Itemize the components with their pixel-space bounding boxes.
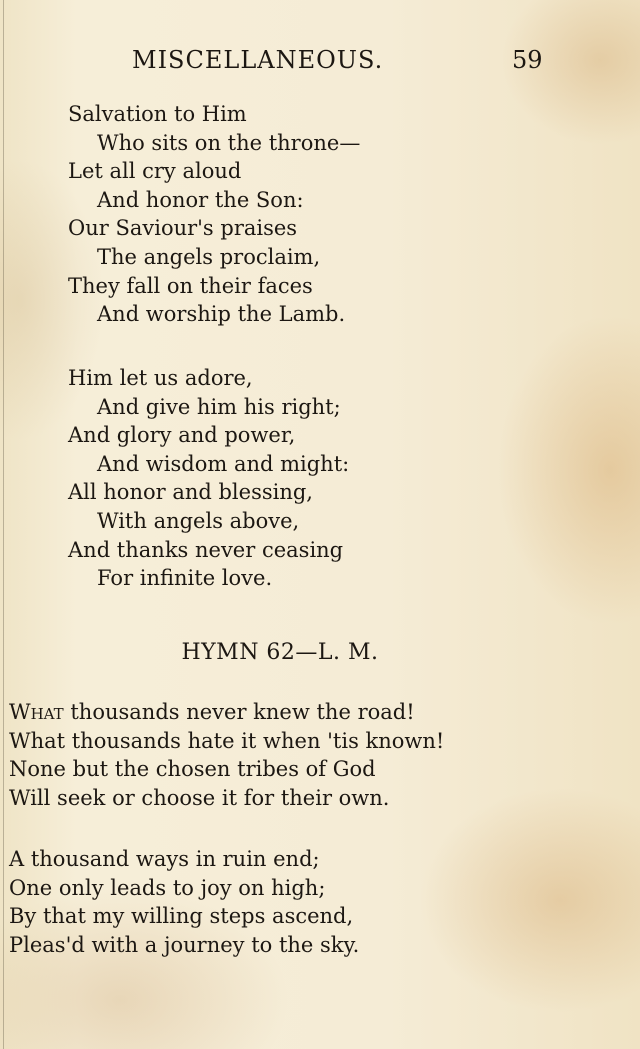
page-header [0,42,640,78]
verse-line: And give him his right; [97,394,341,419]
initial-word: What [9,700,64,724]
stanza-1 [0,100,640,329]
hymn-stanza-2 [0,845,640,959]
verse-line: And thanks never ceasing [68,537,344,562]
verse-line: And honor the Son: [97,187,304,212]
verse-line: None but the chosen tribes of God [9,757,376,782]
running-head: MISCELLANEOUS. [132,46,384,74]
verse-line: They fall on their faces [68,273,313,298]
hymn-stanza-1 [0,698,640,812]
verse-line: Pleas'd with a journey to the sky. [9,932,360,957]
verse-line: And wisdom and might: [97,451,350,476]
verse-line: All honor and blessing, [68,480,313,505]
verse-line: Will seek or choose it for their own. [9,785,390,810]
verse-line [0,698,640,727]
verse-line: With angels above, [97,508,300,533]
verse-line: What thousands hate it when 'tis known! [9,728,445,753]
verse-line: One only leads to joy on high; [9,875,326,900]
stanza-2 [0,364,640,593]
verse-line: And worship the Lamb. [97,302,346,327]
verse-line: The angels proclaim, [97,244,321,269]
verse-line: Who sits on the throne— [97,130,361,155]
verse-line: For infinite love. [97,566,273,591]
verse-line: Him let us adore, [68,366,253,390]
verse-line: Our Saviour's praises [68,216,298,241]
first-line-rest: thousands never knew the road! [63,700,415,724]
page-number: 59 [512,46,543,74]
verse-line: And glory and power, [68,423,296,448]
verse-line: Salvation to Him [68,102,247,126]
verse-line: By that my willing steps ascend, [9,904,354,929]
verse-line: Let all cry aloud [68,159,242,184]
hymn-title: HYMN 62—L. M. [181,640,379,665]
verse-line: A thousand ways in ruin end; [9,847,320,871]
